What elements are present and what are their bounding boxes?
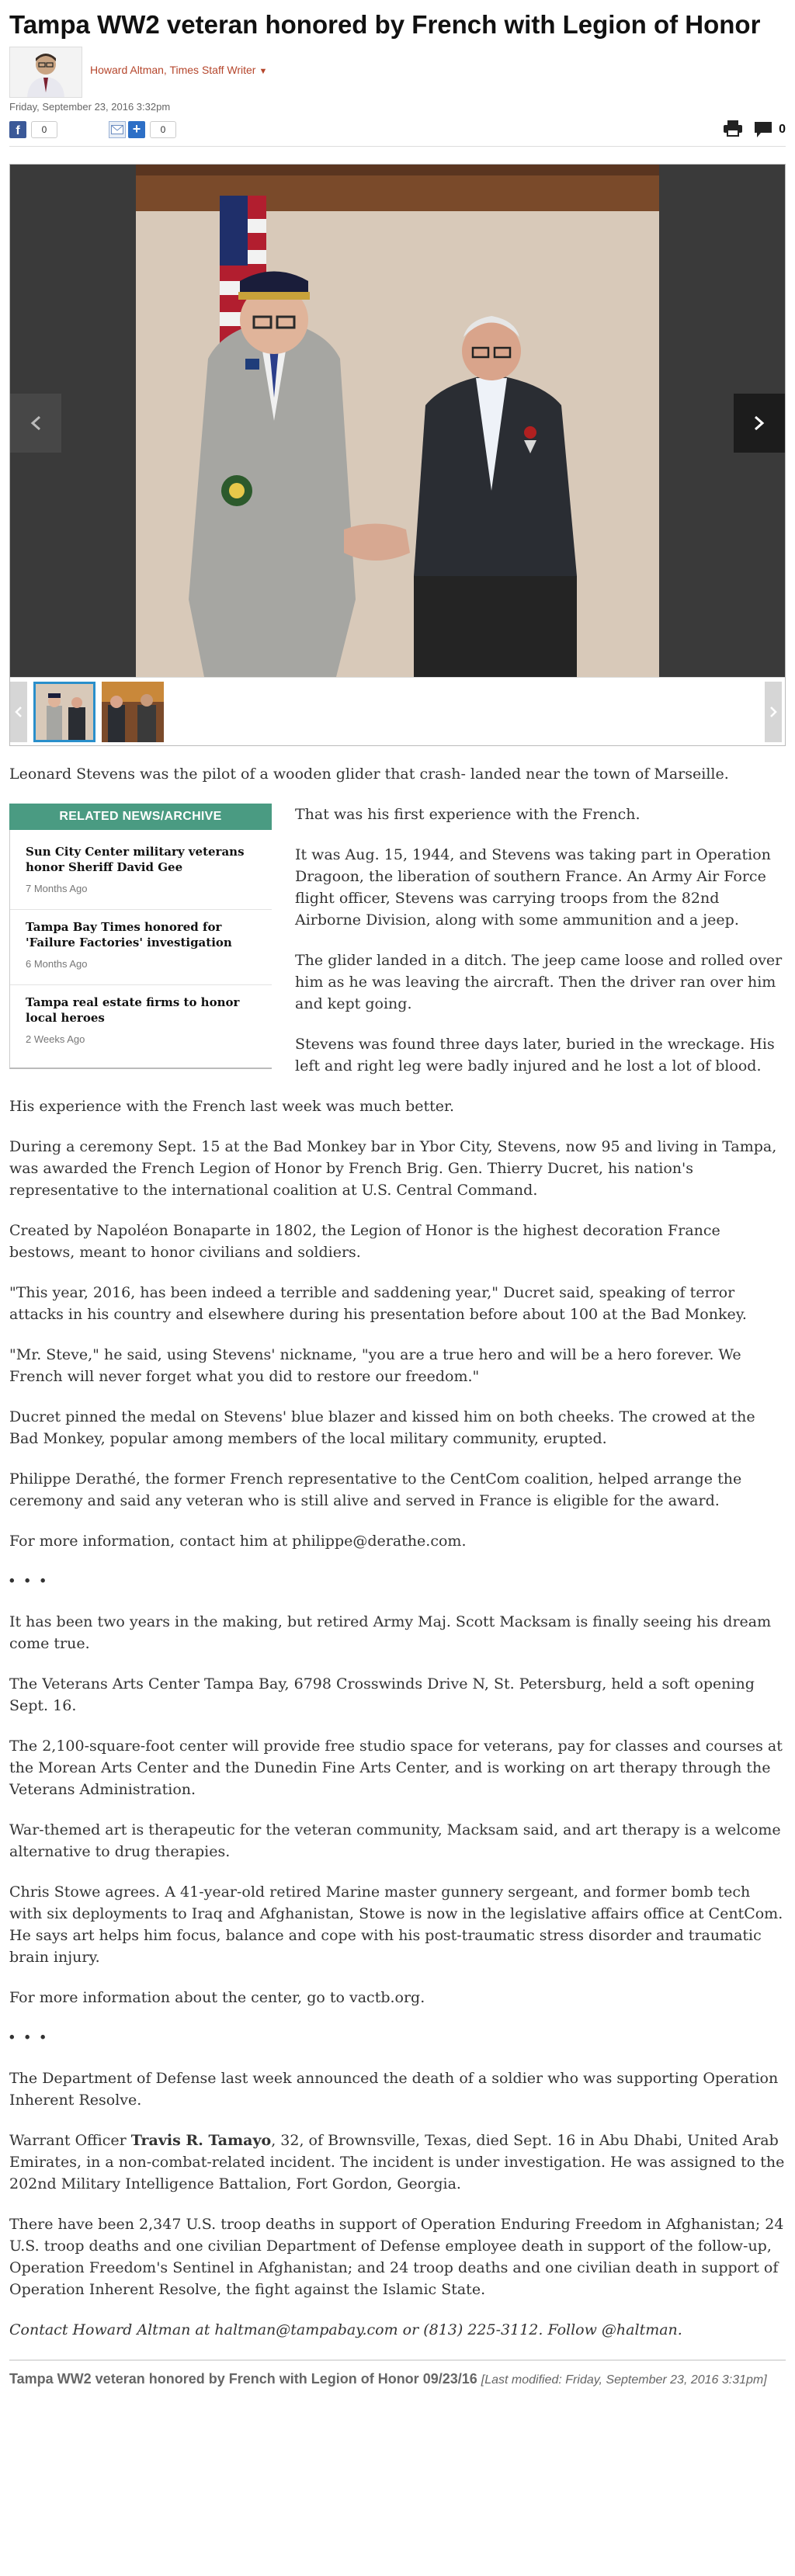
article-paragraph: Ducret pinned the medal on Stevens' blue blazer and kissed him on both cheeks. The crowed at the Bad Monkey, popular among members of the local military community, erupted. <box>9 1408 755 1447</box>
share-bar <box>9 113 786 147</box>
dateline: Friday, September 23, 2016 3:32pm <box>9 101 171 113</box>
article-paragraph: War-themed art is therapeutic for the veteran community, Macksam said, and art therapy is a welcome alternative to drug therapies. <box>9 1821 781 1860</box>
chevron-left-icon <box>15 706 23 718</box>
comment-count: 0 <box>779 122 786 136</box>
related-news-item[interactable] <box>10 909 272 984</box>
author-photo[interactable] <box>9 47 82 98</box>
gallery-thumbnail-1[interactable] <box>33 682 95 742</box>
thumbnails-prev-button[interactable] <box>10 682 27 742</box>
last-modified: [Last modified: Friday, September 23, 2016 3:31pm] <box>481 2373 767 2387</box>
article-paragraph: "This year, 2016, has been indeed a terrible and saddening year," Ducret said, speaking of terror attacks in his country and elsewhere during his presentation before about 100 at the Bad Monkey. <box>9 1284 747 1323</box>
footer-title: Tampa WW2 veteran honored by French with Legion of Honor 09/23/16 <box>9 2371 477 2387</box>
related-news-item[interactable] <box>10 835 272 909</box>
article-paragraph: For more information, contact him at philippe@derathe.com. <box>9 1533 467 1550</box>
article-paragraph: It was Aug. 15, 1944, and Stevens was taking part in Operation Dragoon, the liberation of southern France. An Army Air Force flight officer, Stevens was carrying troops from the 82nd Airborne Division, along with some ammunition and a jeep. <box>295 846 771 929</box>
article-paragraph: Leonard Stevens was the pilot of a wooden glider that crash- landed near the town of Marseille. <box>9 766 729 783</box>
article-paragraph: Chris Stowe agrees. A 41-year-old retired Marine master gunnery sergeant, and former bomb tech with six deployments to Iraq and Afghanistan, Stowe is now in the legislative affairs office at CentCom. He says art helps him focus, balance and cope with his post-traumatic stress disorder and traumatic brain injury. <box>9 1883 783 1966</box>
legion-of-honor-ceremony-photo <box>10 165 785 677</box>
article-paragraph: His experience with the French last week was much better. <box>9 1098 455 1115</box>
article-paragraph: The Department of Defense last week announced the death of a soldier who was supporting Operation Inherent Resolve. <box>9 2070 779 2109</box>
article-body <box>9 763 786 2341</box>
page-title: Tampa WW2 veteran honored by French with Legion of Honor <box>9 10 761 39</box>
article-paragraph: The 2,100-square-foot center will provide free studio space for veterans, pay for classes and courses at the Morean Arts Center and the Dunedin Fine Arts Center, and is working on art therapy through the Veterans Administration. <box>9 1738 783 1798</box>
article-paragraph: That was his first experience with the French. <box>295 806 641 823</box>
article-paragraph: "Mr. Steve," he said, using Stevens' nickname, "you are a true hero and will be a hero forever. We French will never forget what you did to restore our freedom." <box>9 1346 741 1385</box>
photo-gallery <box>9 164 786 746</box>
email-share-count: 0 <box>150 121 176 138</box>
related-news-age: 6 Months Ago <box>26 958 88 970</box>
author-link[interactable] <box>90 64 267 76</box>
article-paragraph: The Veterans Arts Center Tampa Bay, 6798 Crosswinds Drive N, St. Petersburg, held a soft opening Sept. 16. <box>9 1675 755 1714</box>
article-paragraph: During a ceremony Sept. 15 at the Bad Monkey bar in Ybor City, Stevens, now 95 and living in Tampa, was awarded the French Legion of Honor by French Brig. Gen. Thierry Ducret, his nation's representative to the international coalition at U.S. Central Command. <box>9 1138 777 1199</box>
comment-icon <box>754 121 772 138</box>
related-news-sidebar <box>9 804 272 1069</box>
related-news-title[interactable]: Tampa real estate firms to honor local heroes <box>26 995 240 1025</box>
plus-icon: + <box>128 121 145 138</box>
comments-link[interactable] <box>754 121 786 138</box>
article-paragraph <box>9 2130 786 2195</box>
chevron-left-icon <box>30 415 41 431</box>
facebook-icon: f <box>9 121 26 138</box>
article-paragraph: Stevens was found three days later, buried in the wreckage. His left and right leg were badly injured and he lost a lot of blood. <box>295 1036 775 1074</box>
paragraph-text: , 32, of Brownsville, Texas, died Sept. 16 in Abu Dhabi, United Arab Emirates, in a non-combat-related incident. The incident is under investigation. He was assigned to the 202nd Military Intelligence Battalion, Fort Gordon, Georgia. <box>9 2132 785 2192</box>
gallery-main-photo <box>10 165 785 677</box>
gallery-next-button[interactable] <box>734 394 785 453</box>
article-footer <box>9 2359 786 2390</box>
article-paragraph: It has been two years in the making, but retired Army Maj. Scott Macksam is finally seeing his dream come true. <box>9 1613 772 1652</box>
related-news-title[interactable]: Sun City Center military veterans honor Sheriff David Gee <box>26 845 245 874</box>
thumbnails-next-button[interactable] <box>765 682 782 742</box>
bar-thumbnail-image <box>102 682 164 742</box>
section-separator: • • • <box>9 1573 49 1589</box>
related-news-age: 2 Weeks Ago <box>26 1033 85 1045</box>
author-avatar-icon <box>23 49 69 97</box>
facebook-share[interactable] <box>9 121 57 138</box>
gallery-thumbnail-2[interactable] <box>102 682 164 742</box>
related-news-item[interactable] <box>10 984 272 1060</box>
article-paragraph: Philippe Derathé, the former French representative to the CentCom coalition, helped arrange the ceremony and said any veteran who is still alive and served in France is eligible for the award. <box>9 1470 742 1509</box>
chevron-right-icon <box>754 415 765 431</box>
ceremony-thumbnail-image <box>36 684 93 740</box>
related-news-age: 7 Months Ago <box>26 883 88 894</box>
article-paragraph: There have been 2,347 U.S. troop deaths in support of Operation Enduring Freedom in Afghanistan; 24 U.S. troop deaths and one civilian Department of Defense employee death in support of the follow-up, Operation Freedom's Sentinel in Afghanistan; and 24 troop deaths and one civilian death in support of Operation Inherent Resolve, the fight against the Islamic State. <box>9 2216 784 2298</box>
author-contact: Contact Howard Altman at haltman@tampabay.com or (813) 225-3112. Follow @haltman. <box>9 2321 682 2338</box>
related-news-title[interactable]: Tampa Bay Times honored for 'Failure Factories' investigation <box>26 920 232 950</box>
gallery-prev-button[interactable] <box>10 394 61 453</box>
byline <box>9 45 786 99</box>
section-separator: • • • <box>9 2029 49 2046</box>
facebook-share-count: 0 <box>31 121 57 138</box>
article-paragraph: The glider landed in a ditch. The jeep came loose and rolled over him as he was leaving the aircraft. Then the driver ran over him and kept going. <box>295 952 783 1012</box>
author-name: Howard Altman, Times Staff Writer <box>90 64 256 76</box>
article-paragraph: For more information about the center, go to vactb.org. <box>9 1989 425 2006</box>
soldier-name: Travis R. Tamayo <box>130 2132 272 2149</box>
gallery-thumbnails <box>10 677 785 745</box>
chevron-right-icon <box>769 706 777 718</box>
chevron-down-icon: ▼ <box>259 67 268 76</box>
email-share[interactable] <box>109 121 176 138</box>
paragraph-text: Warrant Officer <box>9 2132 131 2149</box>
related-news-heading: RELATED NEWS/ARCHIVE <box>9 804 272 830</box>
email-icon <box>109 121 126 138</box>
article-paragraph: Created by Napoléon Bonaparte in 1802, the Legion of Honor is the highest decoration France bestows, meant to honor civilians and soldiers. <box>9 1222 720 1261</box>
print-icon[interactable] <box>723 120 743 140</box>
